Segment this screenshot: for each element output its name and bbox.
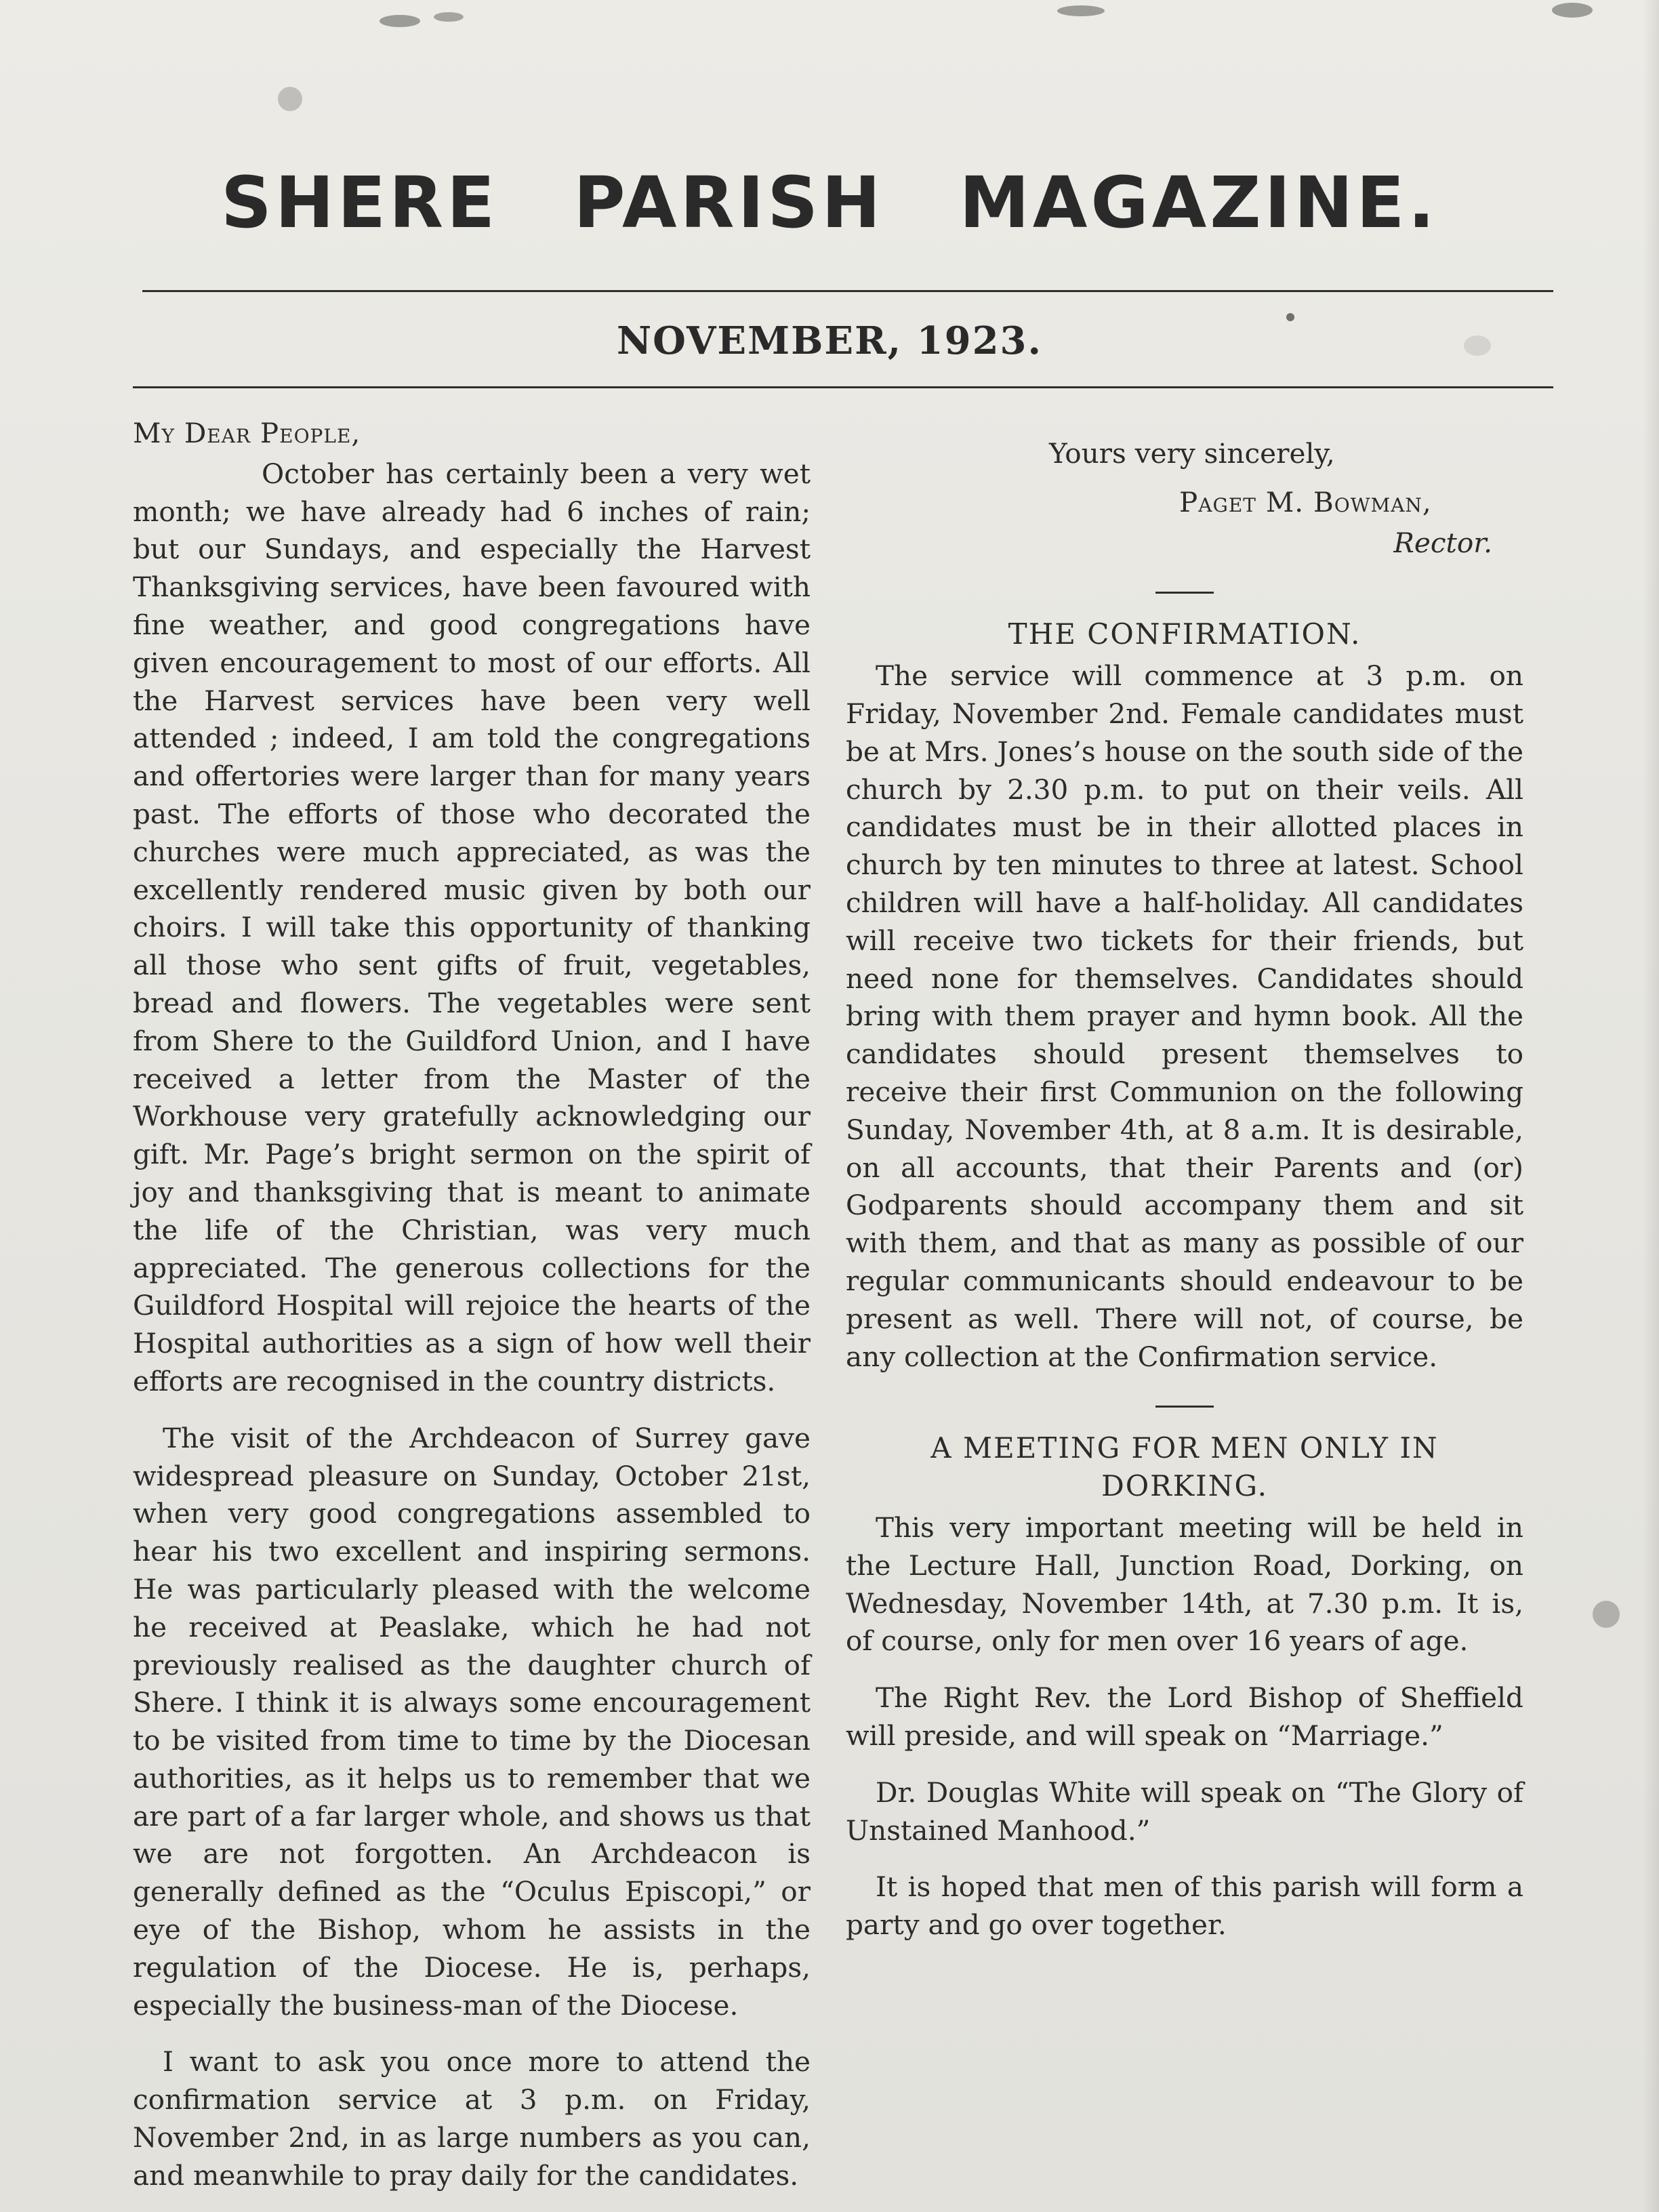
left-column [133,415,811,2195]
meeting-paragraph: This very important meeting will be held in the Lecture Hall, Junction Road, Dorking, on Wednesday, November 14th, at 7.30 p.m. It is, of course, only for men over 16 years of age. [846,1511,1523,1658]
letter-paragraph: I want to ask you once more to attend the confirmation service at 3 p.m. on Friday, November 2nd, in as large numbers as you can, and meanwhile to pray daily for the candidates. [133,2045,811,2192]
section-divider [1155,1406,1214,1408]
meeting-paragraph: The Right Rev. the Lord Bishop of Sheffield will preside, and will speak on “Marriage.” [846,1681,1523,1752]
confirmation-heading: THE CONFIRMATION. [1008,617,1361,651]
letter-paragraph: The visit of the Archdeacon of Surrey gave widespread pleasure on Sunday, October 21st, when very good congregations assembled to hear his two excellent and inspiring sermons. He was particularly pleased with the welcome he received at Peaslake, which he had not previously realised as the daughter church of Shere. I think it is always some encouragement to be visited from time to time by the Diocesan authorities, as it helps us to remember that we are part of a far larger whole, and shows us that we are not forgotten. An Archdeacon is generally defined as the “Oculus Episcopi,” or eye of the Bishop, whom he assists in the regulation of the Diocese. He is, perhaps, especially the business-man of the Diocese. [133,1421,811,2022]
meeting-paragraph: Dr. Douglas White will speak on “The Glory of Unstained Manhood.” [846,1776,1523,1847]
ink-spot [1552,3,1593,18]
ink-spot [1593,1601,1620,1628]
meeting-paragraph: It is hoped that men of this parish will form a party and go over together. [846,1870,1523,1942]
right-column [846,415,1523,1944]
issue-date: NOVEMBER, 1923. [616,319,1042,363]
section-divider [1155,592,1214,594]
letter-closing: Yours very sincerely, [1049,437,1335,470]
confirmation-body: The service will commence at 3 p.m. on Friday, November 2nd. Female candidates must be at Mrs. Jones’s house on the south side of the church by 2.30 p.m. to put on their veils. All candidates must be in their allotted places in church by ten minutes to three at latest. School children will have a half-holiday. All candidates will receive two tickets for their friends, but need none for themselves. Candidates should bring with them prayer and hymn book. All the candidates should present themselves to receive their first Communion on the following Sunday, November 4th, at 8 a.m. It is desirable, on all accounts, that their Parents and (or) Godparents should accompany them and sit with them, and that as many as possible of our regular communicants should endeavour to be present as well. There will not, of course, be any collection at the Confirmation service. [846,659,1523,1373]
signature-title: Rector. [1393,526,1492,559]
date-rule [133,386,1553,388]
meeting-heading: A MEETING FOR MEN ONLY IN DORKING. [930,1431,1439,1503]
ink-spot [1057,5,1105,16]
magazine-title: SHERE PARISH MAGAZINE. [221,161,1438,244]
ink-spot [278,87,302,111]
ink-spot [380,15,420,27]
letter-paragraph: October has certainly been a very wet month; we have already had 6 inches of rain; but our Sundays, and especially the Harvest Thanksgiving services, have been favoured with fine weather, and good congregations have given encouragement to most of our efforts. All the Harvest services have been very well attended ; indeed, I am told the congregations and offertories were larger than for many years past. The efforts of those who decorated the churches were much appreciated, as was the excellently rendered music given by both our choirs. I will take this opportunity of thanking all those who sent gifts of fruit, vegetables, bread and flowers. The vegetables were sent from Shere to the Guildford Union, and I have received a letter from the Master of the Workhouse very gratefully acknowledging our gift. Mr. Page’s bright sermon on the spirit of joy and thanksgiving that is meant to animate the life of the Christian, was very much appreciated. The generous collections for the Guildford Hospital will rejoice the hearts of the Hospital authorities as a sign of how well their efforts are recognised in the country districts. [133,457,811,1397]
page-edge-shadow [1643,0,1659,2212]
letter-salutation: My Dear People, [133,417,361,449]
ink-spot [434,12,464,22]
letter-signature: Paget M. Bowman, [1179,485,1432,518]
top-rule [142,290,1553,292]
